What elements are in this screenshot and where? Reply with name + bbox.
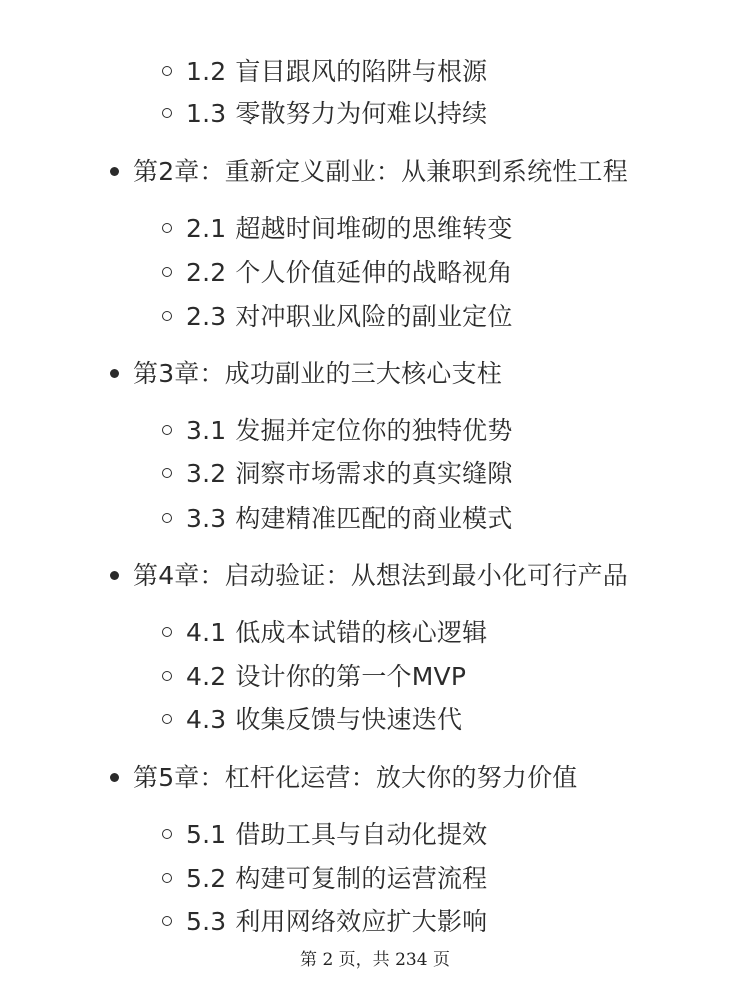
filled-bullet-icon [110,167,119,176]
footer-suffix: 页 [427,950,450,970]
toc-section-3-2[interactable] [162,458,513,490]
toc-section-2-2[interactable] [162,257,513,289]
section-number: 1.3 [186,99,227,128]
section-number: 2.2 [186,258,227,287]
section-number: 1.2 [186,57,227,86]
hollow-bullet-icon [162,108,172,118]
section-title: 洞察市场需求的真实缝隙 [235,459,513,488]
hollow-bullet-icon [162,513,172,523]
toc-chapter-2[interactable] [110,156,628,188]
filled-bullet-icon [110,571,119,580]
toc-section-1-2[interactable] [162,56,487,88]
section-number: 5.3 [186,907,227,936]
hollow-bullet-icon [162,223,172,233]
section-number: 4.1 [186,618,227,647]
section-number: 4.3 [186,705,227,734]
section-number: 3.3 [186,504,227,533]
hollow-bullet-icon [162,873,172,883]
section-title: 低成本试错的核心逻辑 [235,618,488,647]
toc-section-5-3[interactable] [162,906,487,938]
section-number: 4.2 [186,662,227,691]
toc-section-3-3[interactable] [162,503,513,535]
section-number: 3.2 [186,459,227,488]
section-title: 借助工具与自动化提效 [235,820,488,849]
hollow-bullet-icon [162,425,172,435]
section-title: 零散努力为何难以持续 [235,99,488,128]
hollow-bullet-icon [162,829,172,839]
toc-section-5-2[interactable] [162,863,487,895]
current-page-number: 2 [322,950,334,970]
toc-section-3-1[interactable] [162,415,513,447]
hollow-bullet-icon [162,66,172,76]
chapter-title: 第5章：杠杆化运营：放大你的努力价值 [133,763,578,792]
hollow-bullet-icon [162,311,172,321]
footer-middle: 页，共 [333,950,396,970]
toc-section-1-3[interactable] [162,98,487,130]
section-title: 构建可复制的运营流程 [235,864,488,893]
chapter-title: 第4章：启动验证：从想法到最小化可行产品 [133,561,628,590]
section-title: 构建精准匹配的商业模式 [235,504,513,533]
section-number: 5.1 [186,820,227,849]
hollow-bullet-icon [162,627,172,637]
hollow-bullet-icon [162,267,172,277]
toc-section-4-3[interactable] [162,704,462,736]
hollow-bullet-icon [162,671,172,681]
toc-section-4-1[interactable] [162,617,487,649]
section-title: 对冲职业风险的副业定位 [235,302,513,331]
section-number: 3.1 [186,416,227,445]
total-page-count: 234 [395,950,428,970]
section-title: 利用网络效应扩大影响 [235,907,488,936]
section-title: 设计你的第一个MVP [235,662,467,691]
chapter-title: 第3章：成功副业的三大核心支柱 [133,359,502,388]
section-title: 发掘并定位你的独特优势 [235,416,513,445]
toc-section-2-3[interactable] [162,301,513,333]
toc-section-5-1[interactable] [162,819,487,851]
section-title: 盲目跟风的陷阱与根源 [235,57,488,86]
footer-prefix: 第 [300,950,323,970]
filled-bullet-icon [110,369,119,378]
section-title: 收集反馈与快速迭代 [235,705,463,734]
toc-section-4-2[interactable] [162,661,466,693]
section-title: 个人价值延伸的战略视角 [235,258,513,287]
toc-chapter-3[interactable] [110,358,502,390]
section-number: 5.2 [186,864,227,893]
hollow-bullet-icon [162,714,172,724]
toc-section-2-1[interactable] [162,213,513,245]
page-footer [0,948,750,972]
toc-chapter-5[interactable] [110,762,578,794]
section-title: 超越时间堆砌的思维转变 [235,214,513,243]
filled-bullet-icon [110,773,119,782]
section-number: 2.1 [186,214,227,243]
section-number: 2.3 [186,302,227,331]
toc-chapter-4[interactable] [110,560,628,592]
hollow-bullet-icon [162,468,172,478]
chapter-title: 第2章：重新定义副业：从兼职到系统性工程 [133,157,628,186]
hollow-bullet-icon [162,916,172,926]
